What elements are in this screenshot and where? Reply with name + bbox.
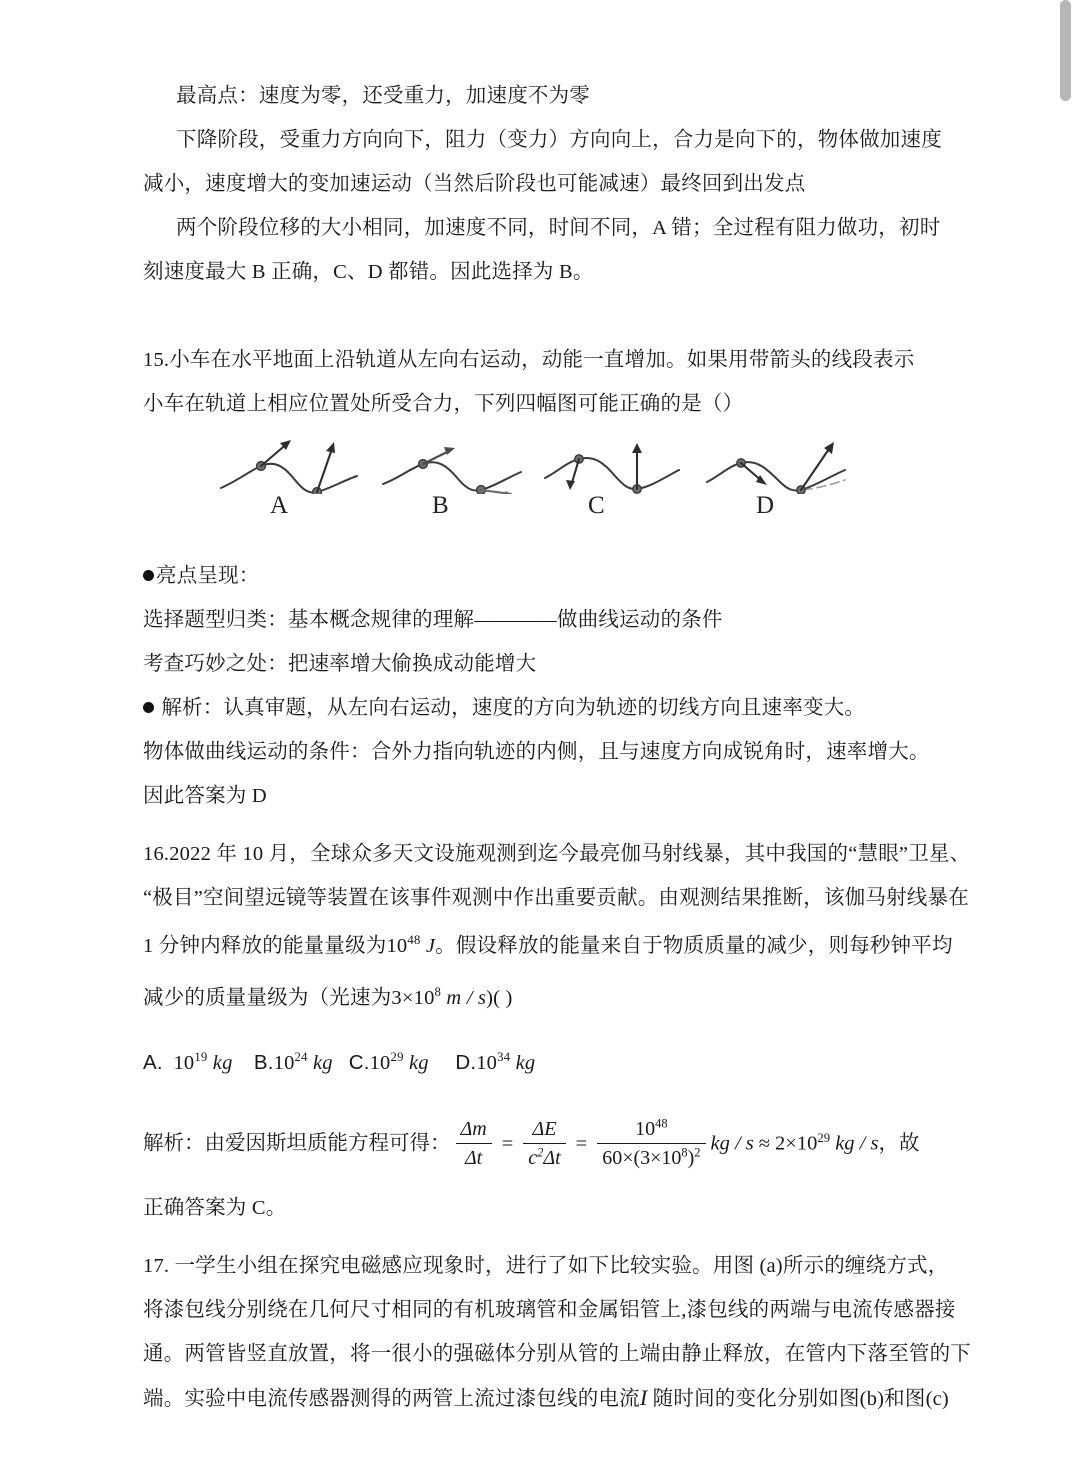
paragraph-descent-phase-2: 减小，速度增大的变加速运动（当然后阶段也可能减速）最终回到出发点 xyxy=(143,173,806,195)
question-15-answer: 因此答案为 D xyxy=(143,785,267,807)
highlight-heading-row xyxy=(143,554,933,598)
solution-suffix: ，故 xyxy=(878,1132,920,1155)
equals-2: = xyxy=(575,1132,588,1155)
figure-option-b xyxy=(379,432,539,494)
q16-c-exp: 8 xyxy=(434,985,442,1000)
fraction-numeric: $\frac{10^{48}}{60\times(3\times 10^8)^2}$ xyxy=(597,1117,705,1171)
question-16-line-2: “极目”空间望远镜等装置在该事件观测中作出重要贡献。由观测结果推断，该伽马射线暴在 xyxy=(143,887,969,909)
spacer xyxy=(143,1088,933,1118)
figure-label-a: A xyxy=(270,492,289,519)
result-coefficient: 2×10 xyxy=(775,1132,818,1155)
highlight-line-1: 选择题型归类：基本概念规律的理解————做曲线运动的条件 xyxy=(143,609,723,631)
q16-c-unit: m / s xyxy=(446,987,487,1009)
q16-energy-exp: 48 xyxy=(407,933,421,948)
figure-option-c xyxy=(541,432,701,494)
spacer xyxy=(143,1172,933,1186)
vertical-scrollbar-thumb[interactable] xyxy=(1060,0,1071,101)
question-15-line-2: 小车在轨道上相应位置处所受合力，下列四幅图可能正确的是（） xyxy=(143,393,744,415)
analysis-line-2: 物体做曲线运动的条件：合外力指向轨迹的内侧，且与速度方向成锐角时，速率增大。 xyxy=(143,741,930,763)
q16-line4-pre: 减少的质量量级为（光速为 xyxy=(143,987,392,1009)
question-17-line-4 xyxy=(143,1376,949,1421)
bullet-icon xyxy=(143,702,154,713)
question-16-solution xyxy=(143,1118,933,1172)
question-17-line-3: 通。两管皆竖直放置，将一很小的强磁体分别从管的上端由静止释放，在管内下落至管的下 xyxy=(143,1343,971,1365)
question-16-options xyxy=(143,1038,933,1088)
question-17-line-2: 将漆包线分别绕在几何尺寸相同的有机玻璃管和金属铝管上,漆包线的两端与电流传感器接 xyxy=(143,1299,956,1321)
question-16-line-3 xyxy=(143,920,953,972)
q16-option-b: $B.10^{24}$ kg xyxy=(253,1050,333,1074)
paragraph-two-phases-1: 两个阶段位移的大小相同，加速度不同，时间不同，A 错；全过程有阻力做功，初时 xyxy=(176,217,941,239)
vertical-scrollbar-track[interactable] xyxy=(1058,0,1080,1464)
figure-label-c: C xyxy=(588,492,605,519)
q16-energy-unit: J xyxy=(425,935,436,957)
unit-kg-per-s-1: kg / s xyxy=(710,1132,754,1155)
q16-line3-post: 。假设释放的能量来自于物质质量的减少，则每秒钟平均 xyxy=(435,935,953,957)
approx-sign: ≈ xyxy=(758,1132,771,1155)
figure-label-b: B xyxy=(432,492,449,519)
analysis-heading-row xyxy=(143,686,933,730)
q17-line4-pre: 端。实验中电流传感器测得的两管上流过漆包线的电流 xyxy=(143,1388,640,1410)
analysis-label: 解析： xyxy=(161,697,224,719)
q16-energy-base: 10 xyxy=(386,935,408,957)
unit-kg-per-s-2: kg / s xyxy=(835,1132,879,1155)
bullet-icon xyxy=(143,570,154,581)
figure-label-d: D xyxy=(756,492,775,519)
equals-1: = xyxy=(501,1132,514,1155)
q16-line4-post: )( ) xyxy=(486,987,513,1009)
analysis-line-1: 认真审题，从左向右运动，速度的方向为轨迹的切线方向且速率变大。 xyxy=(223,697,866,719)
question-16-answer: 正确答案为 C。 xyxy=(143,1197,287,1219)
q16-option-d: $D.10^{34}$ kg xyxy=(455,1050,536,1074)
question-16-line-4 xyxy=(143,972,933,1024)
fraction-dE-c2dt: $\frac{\Delta E}{c^2\Delta t}$ xyxy=(523,1117,565,1171)
highlight-heading: 亮点呈现： xyxy=(156,565,260,587)
paragraph-highest-point: 最高点：速度为零，还受重力，加速度不为零 xyxy=(176,85,590,107)
question-16-line-1: 16.2022 年 10 月，全球众多天文设施观测到迄今最亮伽马射线暴，其中我国的“慧眼”卫星、 xyxy=(143,843,971,865)
figure-option-a xyxy=(217,432,377,494)
q16-solution-label: 解析：由爱因斯坦质能方程可得： xyxy=(143,1132,451,1155)
q16-option-a: A. $10^{19}$ kg xyxy=(143,1050,233,1074)
highlight-line-2: 考查巧妙之处：把速率增大偷换成动能增大 xyxy=(143,653,537,675)
fraction-dm-dt: $\frac{\Delta m}{\Delta t}$ xyxy=(456,1117,492,1171)
spacer xyxy=(143,294,933,338)
spacer xyxy=(143,540,933,554)
figure-option-d xyxy=(703,432,873,494)
spacer xyxy=(143,1230,933,1244)
paragraph-two-phases-2: 刻速度最大 B 正确，C、D 都错。因此选择为 B。 xyxy=(143,261,594,283)
q16-line3-pre: 1 分钟内释放的能量量级为 xyxy=(143,935,387,957)
q16-option-c: $C.10^{29}$ kg xyxy=(348,1050,429,1074)
q17-line4-post: 随时间的变化分别如图(b)和图(c) xyxy=(652,1388,949,1410)
question-17-line-1: 17. 一学生小组在探究电磁感应现象时，进行了如下比较实验。用图 (a)所示的缠绕方式， xyxy=(143,1255,949,1277)
question-15-figures xyxy=(143,432,933,540)
current-symbol: I xyxy=(639,1385,648,1410)
spacer xyxy=(143,818,933,832)
question-15-line-1: 15.小车在水平地面上沿轨道从左向右运动，动能一直增加。如果用带箭头的线段表示 xyxy=(143,349,915,371)
q16-c-coef: 3×10 xyxy=(391,987,435,1009)
spacer xyxy=(143,1024,933,1038)
document-body xyxy=(143,74,971,1421)
result-exponent: 29 xyxy=(817,1130,831,1145)
paragraph-descent-phase-1: 下降阶段，受重力方向向下，阻力（变力）方向向上，合力是向下的，物体做加速度 xyxy=(176,129,942,151)
